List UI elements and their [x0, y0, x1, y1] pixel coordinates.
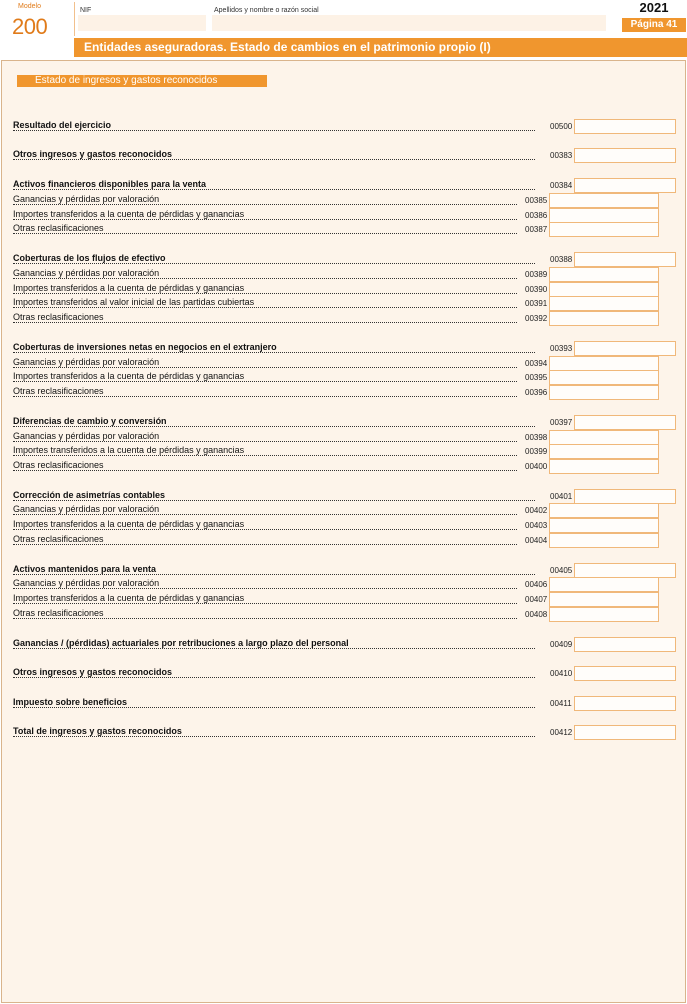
- leader-dots: [13, 263, 535, 264]
- field-code: 00400: [525, 462, 548, 471]
- row-label: Otras reclasificaciones: [13, 608, 104, 618]
- row-heading: [13, 697, 537, 711]
- row-heading: [13, 253, 537, 267]
- row-label: Otras reclasificaciones: [13, 534, 104, 544]
- amount-input-box[interactable]: [574, 696, 676, 711]
- field-code: 00406: [525, 580, 548, 589]
- row-label: Otras reclasificaciones: [13, 460, 104, 470]
- field-code: 00391: [525, 299, 548, 308]
- amount-input-box[interactable]: [549, 577, 659, 592]
- amount-input-box[interactable]: [574, 252, 676, 267]
- amount-input-box[interactable]: [549, 356, 659, 371]
- row-label: Corrección de asimetrías contables: [13, 490, 166, 500]
- leader-dots: [13, 529, 517, 530]
- apellidos-field[interactable]: [212, 15, 606, 31]
- amount-input-box[interactable]: [549, 533, 659, 548]
- row-label: Otras reclasificaciones: [13, 312, 104, 322]
- row-label: Total de ingresos y gastos reconocidos: [13, 726, 182, 736]
- amount-field[interactable]: [548, 725, 676, 740]
- page-title: Entidades aseguradoras. Estado de cambios en el patrimonio propio (I): [74, 38, 687, 57]
- amount-input-box[interactable]: [549, 518, 659, 533]
- amount-input-box[interactable]: [549, 296, 659, 311]
- amount-input-box[interactable]: [574, 725, 676, 740]
- row-subitem: [13, 460, 519, 474]
- amount-input-box[interactable]: [549, 459, 659, 474]
- row-heading: [13, 416, 537, 430]
- row-heading: [13, 120, 537, 134]
- row-label: Importes transferidos al valor inicial de las partidas cubiertas: [13, 297, 255, 307]
- row-subitem: [13, 504, 519, 518]
- amount-input-box[interactable]: [549, 592, 659, 607]
- row-label: Ganancias y pérdidas por valoración: [13, 194, 160, 204]
- field-code: 00387: [525, 225, 548, 234]
- page-badge: Página 41: [622, 18, 686, 32]
- amount-input-box[interactable]: [574, 341, 676, 356]
- amount-field[interactable]: [548, 252, 676, 267]
- leader-dots: [13, 293, 517, 294]
- row-heading: [13, 342, 537, 356]
- amount-input-box[interactable]: [549, 222, 659, 237]
- row-label: Importes transferidos a la cuenta de pérdidas y ganancias: [13, 371, 245, 381]
- amount-input-box[interactable]: [549, 430, 659, 445]
- amount-input-box[interactable]: [574, 637, 676, 652]
- field-code: 00395: [525, 373, 548, 382]
- amount-input-box[interactable]: [574, 563, 676, 578]
- amount-field[interactable]: [548, 563, 676, 578]
- nif-field[interactable]: [78, 15, 206, 31]
- field-code: 00393: [550, 344, 573, 353]
- leader-dots: [13, 677, 535, 678]
- modelo-number: 200: [12, 14, 48, 39]
- row-subitem: [13, 386, 519, 400]
- field-code: 00500: [550, 122, 573, 131]
- leader-dots: [13, 352, 535, 353]
- row-subitem: [13, 431, 519, 445]
- row-label: Ganancias y pérdidas por valoración: [13, 504, 160, 514]
- row-label: Otras reclasificaciones: [13, 223, 104, 233]
- year: 2021: [639, 0, 669, 15]
- row-heading: [13, 667, 537, 681]
- amount-field[interactable]: [523, 356, 659, 371]
- amount-input-box[interactable]: [549, 311, 659, 326]
- field-code: 00411: [550, 699, 572, 708]
- amount-input-box[interactable]: [549, 193, 659, 208]
- section-tab: Estado de ingresos y gastos reconocidos: [17, 75, 267, 87]
- row-heading: [13, 490, 537, 504]
- row-heading: [13, 179, 537, 193]
- amount-field[interactable]: [523, 193, 659, 208]
- field-code: 00385: [525, 196, 548, 205]
- row-label: Otros ingresos y gastos reconocidos: [13, 667, 173, 677]
- leader-dots: [13, 396, 517, 397]
- amount-input-box[interactable]: [574, 119, 676, 134]
- apellidos-label: Apellidos y nombre o razón social: [214, 7, 319, 14]
- field-code: 00392: [525, 314, 548, 323]
- amount-field[interactable]: [548, 178, 676, 193]
- row-label: Coberturas de inversiones netas en negocios en el extranjero: [13, 342, 277, 352]
- leader-dots: [13, 588, 517, 589]
- row-subitem: [13, 223, 519, 237]
- amount-field[interactable]: [523, 296, 659, 311]
- row-heading: [13, 564, 537, 578]
- amount-input-box[interactable]: [549, 267, 659, 282]
- amount-input-box[interactable]: [549, 503, 659, 518]
- leader-dots: [13, 322, 517, 323]
- leader-dots: [13, 514, 517, 515]
- amount-input-box[interactable]: [574, 178, 676, 193]
- field-code: 00404: [525, 536, 548, 545]
- field-code: 00399: [525, 447, 548, 456]
- row-subitem: [13, 371, 519, 385]
- nif-label: NIF: [80, 7, 92, 14]
- amount-input-box[interactable]: [549, 385, 659, 400]
- row-label: Ganancias y pérdidas por valoración: [13, 357, 160, 367]
- amount-field[interactable]: [523, 370, 659, 385]
- row-label: Importes transferidos a la cuenta de pérdidas y ganancias: [13, 209, 245, 219]
- amount-input-box[interactable]: [549, 444, 659, 459]
- field-code: 00396: [525, 388, 548, 397]
- modelo-label: Modelo: [18, 3, 41, 10]
- amount-input-box[interactable]: [574, 666, 676, 681]
- row-subitem: [13, 283, 519, 297]
- leader-dots: [13, 441, 517, 442]
- amount-input-box[interactable]: [574, 489, 676, 504]
- amount-field[interactable]: [523, 430, 659, 445]
- row-label: Importes transferidos a la cuenta de pérdidas y ganancias: [13, 445, 245, 455]
- amount-field[interactable]: [523, 518, 659, 533]
- amount-field[interactable]: [523, 385, 659, 400]
- amount-input-box[interactable]: [549, 607, 659, 622]
- leader-dots: [13, 307, 517, 308]
- amount-input-box[interactable]: [549, 208, 659, 223]
- amount-field[interactable]: [523, 577, 659, 592]
- field-code: 00407: [525, 595, 548, 604]
- field-code: 00397: [550, 418, 573, 427]
- field-code: 00401: [550, 492, 573, 501]
- field-code: 00403: [525, 521, 548, 530]
- row-label: Ganancias y pérdidas por valoración: [13, 431, 160, 441]
- field-code: 00394: [525, 359, 548, 368]
- row-subitem: [13, 578, 519, 592]
- row-label: Impuesto sobre beneficios: [13, 697, 128, 707]
- row-label: Importes transferidos a la cuenta de pérdidas y ganancias: [13, 593, 245, 603]
- row-label: Otros ingresos y gastos reconocidos: [13, 149, 173, 159]
- leader-dots: [13, 189, 535, 190]
- leader-dots: [13, 455, 517, 456]
- field-code: 00412: [550, 728, 573, 737]
- row-subitem: [13, 445, 519, 459]
- leader-dots: [13, 603, 517, 604]
- row-label: Activos financieros disponibles para la venta: [13, 179, 207, 189]
- amount-field[interactable]: [548, 341, 676, 356]
- row-heading: [13, 726, 537, 740]
- amount-field[interactable]: [523, 592, 659, 607]
- row-label: Ganancias / (pérdidas) actuariales por retribuciones a largo plazo del personal: [13, 638, 349, 648]
- field-code: 00386: [525, 211, 548, 220]
- row-label: Otras reclasificaciones: [13, 386, 104, 396]
- row-subitem: [13, 312, 519, 326]
- amount-input-box[interactable]: [549, 370, 659, 385]
- leader-dots: [13, 278, 517, 279]
- field-code: 00390: [525, 285, 548, 294]
- row-subitem: [13, 194, 519, 208]
- amount-field[interactable]: [523, 444, 659, 459]
- row-label: Ganancias y pérdidas por valoración: [13, 578, 160, 588]
- leader-dots: [13, 500, 535, 501]
- leader-dots: [13, 736, 535, 737]
- leader-dots: [13, 574, 535, 575]
- amount-field[interactable]: [548, 489, 676, 504]
- amount-field[interactable]: [523, 208, 659, 223]
- field-code: 00405: [550, 566, 573, 575]
- amount-input-box[interactable]: [574, 148, 676, 163]
- row-heading: [13, 638, 537, 652]
- row-subitem: [13, 608, 519, 622]
- field-code: 00388: [550, 255, 573, 264]
- amount-field[interactable]: [548, 415, 676, 430]
- field-code: 00402: [525, 506, 548, 515]
- row-label: Activos mantenidos para la venta: [13, 564, 157, 574]
- row-subitem: [13, 534, 519, 548]
- leader-dots: [13, 159, 535, 160]
- row-label: Ganancias y pérdidas por valoración: [13, 268, 160, 278]
- amount-field[interactable]: [523, 503, 659, 518]
- leader-dots: [13, 367, 517, 368]
- amount-field[interactable]: [523, 533, 659, 548]
- amount-field[interactable]: [523, 282, 659, 297]
- row-subitem: [13, 297, 519, 311]
- leader-dots: [13, 426, 535, 427]
- amount-input-box[interactable]: [574, 415, 676, 430]
- row-label: Diferencias de cambio y conversión: [13, 416, 167, 426]
- field-code: 00389: [525, 270, 548, 279]
- amount-field[interactable]: [548, 696, 676, 711]
- amount-field[interactable]: [523, 311, 659, 326]
- leader-dots: [13, 470, 517, 471]
- field-code: 00384: [550, 181, 573, 190]
- row-label: Resultado del ejercicio: [13, 120, 112, 130]
- leader-dots: [13, 130, 535, 131]
- amount-field[interactable]: [548, 119, 676, 134]
- field-code: 00398: [525, 433, 548, 442]
- row-subitem: [13, 519, 519, 533]
- amount-field[interactable]: [548, 637, 676, 652]
- leader-dots: [13, 648, 535, 649]
- leader-dots: [13, 381, 517, 382]
- leader-dots: [13, 233, 517, 234]
- field-code: 00409: [550, 640, 573, 649]
- row-label: Importes transferidos a la cuenta de pérdidas y ganancias: [13, 283, 245, 293]
- amount-field[interactable]: [523, 607, 659, 622]
- amount-field[interactable]: [523, 267, 659, 282]
- field-code: 00383: [550, 151, 573, 160]
- row-subitem: [13, 209, 519, 223]
- amount-field[interactable]: [548, 666, 676, 681]
- leader-dots: [13, 707, 535, 708]
- amount-field[interactable]: [523, 459, 659, 474]
- field-code: 00410: [550, 669, 573, 678]
- row-label: Coberturas de los flujos de efectivo: [13, 253, 166, 263]
- row-subitem: [13, 593, 519, 607]
- leader-dots: [13, 544, 517, 545]
- row-heading: [13, 149, 537, 163]
- leader-dots: [13, 204, 517, 205]
- leader-dots: [13, 219, 517, 220]
- leader-dots: [13, 618, 517, 619]
- row-subitem: [13, 357, 519, 371]
- amount-field[interactable]: [523, 222, 659, 237]
- amount-field[interactable]: [548, 148, 676, 163]
- row-subitem: [13, 268, 519, 282]
- field-code: 00408: [525, 610, 548, 619]
- row-label: Importes transferidos a la cuenta de pérdidas y ganancias: [13, 519, 245, 529]
- amount-input-box[interactable]: [549, 282, 659, 297]
